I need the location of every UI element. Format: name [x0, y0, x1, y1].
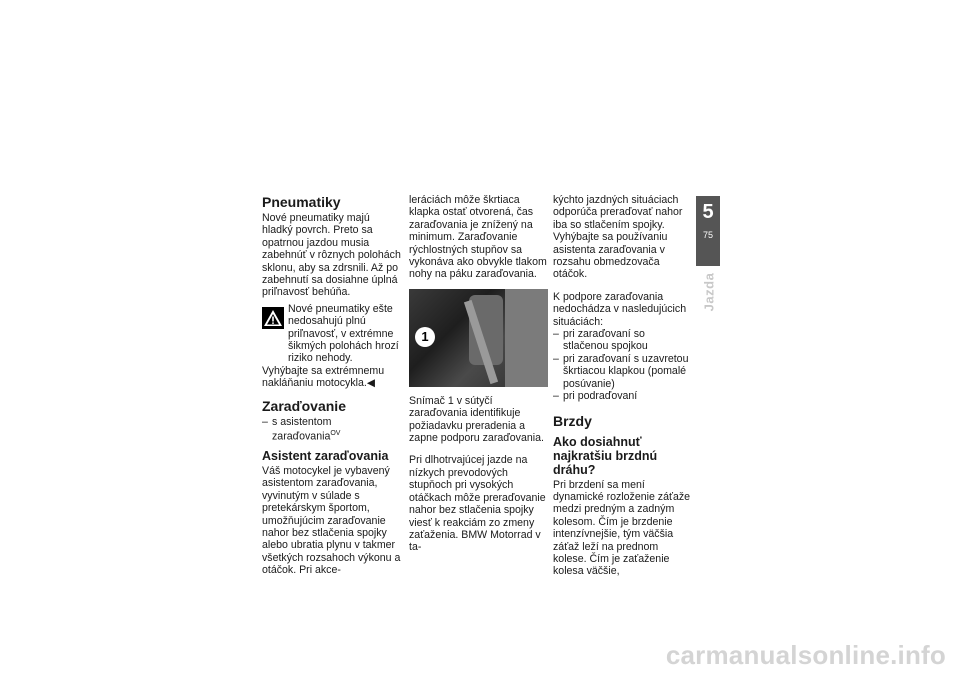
- list-item: – pri podraďovaní: [553, 390, 638, 403]
- callout-badge: 1: [415, 327, 435, 347]
- shift-sensor-photo: [409, 289, 548, 387]
- heading-zaradovanie: Zaraďovanie: [262, 397, 346, 414]
- warning-advice: Vyhýbajte sa extrémnemu nakláňaniu motocykla.◀: [262, 364, 385, 390]
- paragraph-asistent: Váš motocykel je vybavený asistentom zaraďovania, vyvinutým v súlade s pretekárskym športom, umožňujúcim zaraďovanie nahor bez stlačenia spojky alebo ubratia plynu v takmer všetkých rozsahoch výkonu a otáčok. Pri akce-: [262, 465, 401, 577]
- option-text: s asistentom zaraďovania$^{OV}$: [272, 415, 341, 443]
- chapter-number: 5: [702, 201, 714, 223]
- paragraph-continued-2: kýchto jazdných situáciach odporúča preraďovať nahor iba so stlačením spojky. Vyhýbajte sa používaniu asistenta zaraďovania v rozsahu obmedzovača otáčok.: [553, 194, 683, 281]
- option-code: OV: [330, 430, 341, 438]
- paragraph-brzdy: Pri brzdení sa mení dynamické rozloženie záťaže medzi predným a zadným kolesom. Čím je brzdenie intenzívnejšie, tým väčšia záťaž leží na prednom kolese. Čím je zaťaženie kolesa väčšie,: [553, 478, 691, 578]
- paragraph-sensor: Snímač 1 v sútyčí zaraďovania identifikuje požiadavku preradenia a zapne podporu zaraďovania.: [409, 394, 544, 445]
- dash-glyph: –: [262, 415, 268, 428]
- chapter-tab: [696, 196, 720, 266]
- paragraph-continued: leráciách môže škrtiaca klapka ostať otvorená, čas zaraďovania je znížený na minimum. Zaraďovanie rýchlostných stupňov sa vykonáva ako obvykle tlakom nohy na páku zaraďovania.: [409, 194, 547, 281]
- option-line: [262, 416, 402, 443]
- photo-part: [505, 289, 548, 387]
- section-label: Jazda: [701, 272, 717, 312]
- column-3: [553, 194, 693, 578]
- heading-brzdy: Brzdy: [553, 412, 592, 429]
- heading-pneumatiky: Pneumatiky: [262, 194, 341, 210]
- warning-block: [262, 303, 402, 365]
- column-2: [409, 194, 549, 554]
- paragraph-support: K podpore zaraďovania nedochádza v nasledujúcich situáciách:: [553, 290, 687, 328]
- list-item: – pri zaraďovaní s uzavretou škrtiacou klapkou (pomalé posúvanie): [553, 352, 689, 390]
- paragraph-pneumatiky: Nové pneumatiky majú hladký povrch. Preto sa opatrnou jazdou musia zabehnúť v rôznych polohách sklonu, aby sa zdrsnili. Až po zabehnutí sa dosiahne úplná priľnavosť behúňa.: [262, 212, 401, 299]
- page-number: 75: [702, 230, 713, 240]
- paragraph-low-gear: Pri dlhotrvajúcej jazde na nízkych prevodových stupňoch pri vysokých otáčkach môže preraďovanie nahor bez stlačenia spojky viesť k reakciám zo zmeny zaťaženia. BMW Motorrad v ta-: [409, 454, 546, 554]
- warning-text: Nové pneumatiky ešte nedosahujú plnú priľnavosť, v extrémne šikmých polohách hrozí riziko nehody.: [288, 302, 399, 365]
- watermark: carmanualsonline.info: [665, 640, 946, 670]
- heading-brzdna-draha: Ako dosiahnuť najkratšiu brzdnú dráhu?: [553, 434, 658, 477]
- heading-asistent: Asistent zaraďovania: [262, 449, 389, 464]
- warning-icon: [262, 307, 284, 329]
- list-item: – pri zaraďovaní so stlačenou spojkou: [553, 328, 648, 353]
- column-1: [262, 194, 402, 577]
